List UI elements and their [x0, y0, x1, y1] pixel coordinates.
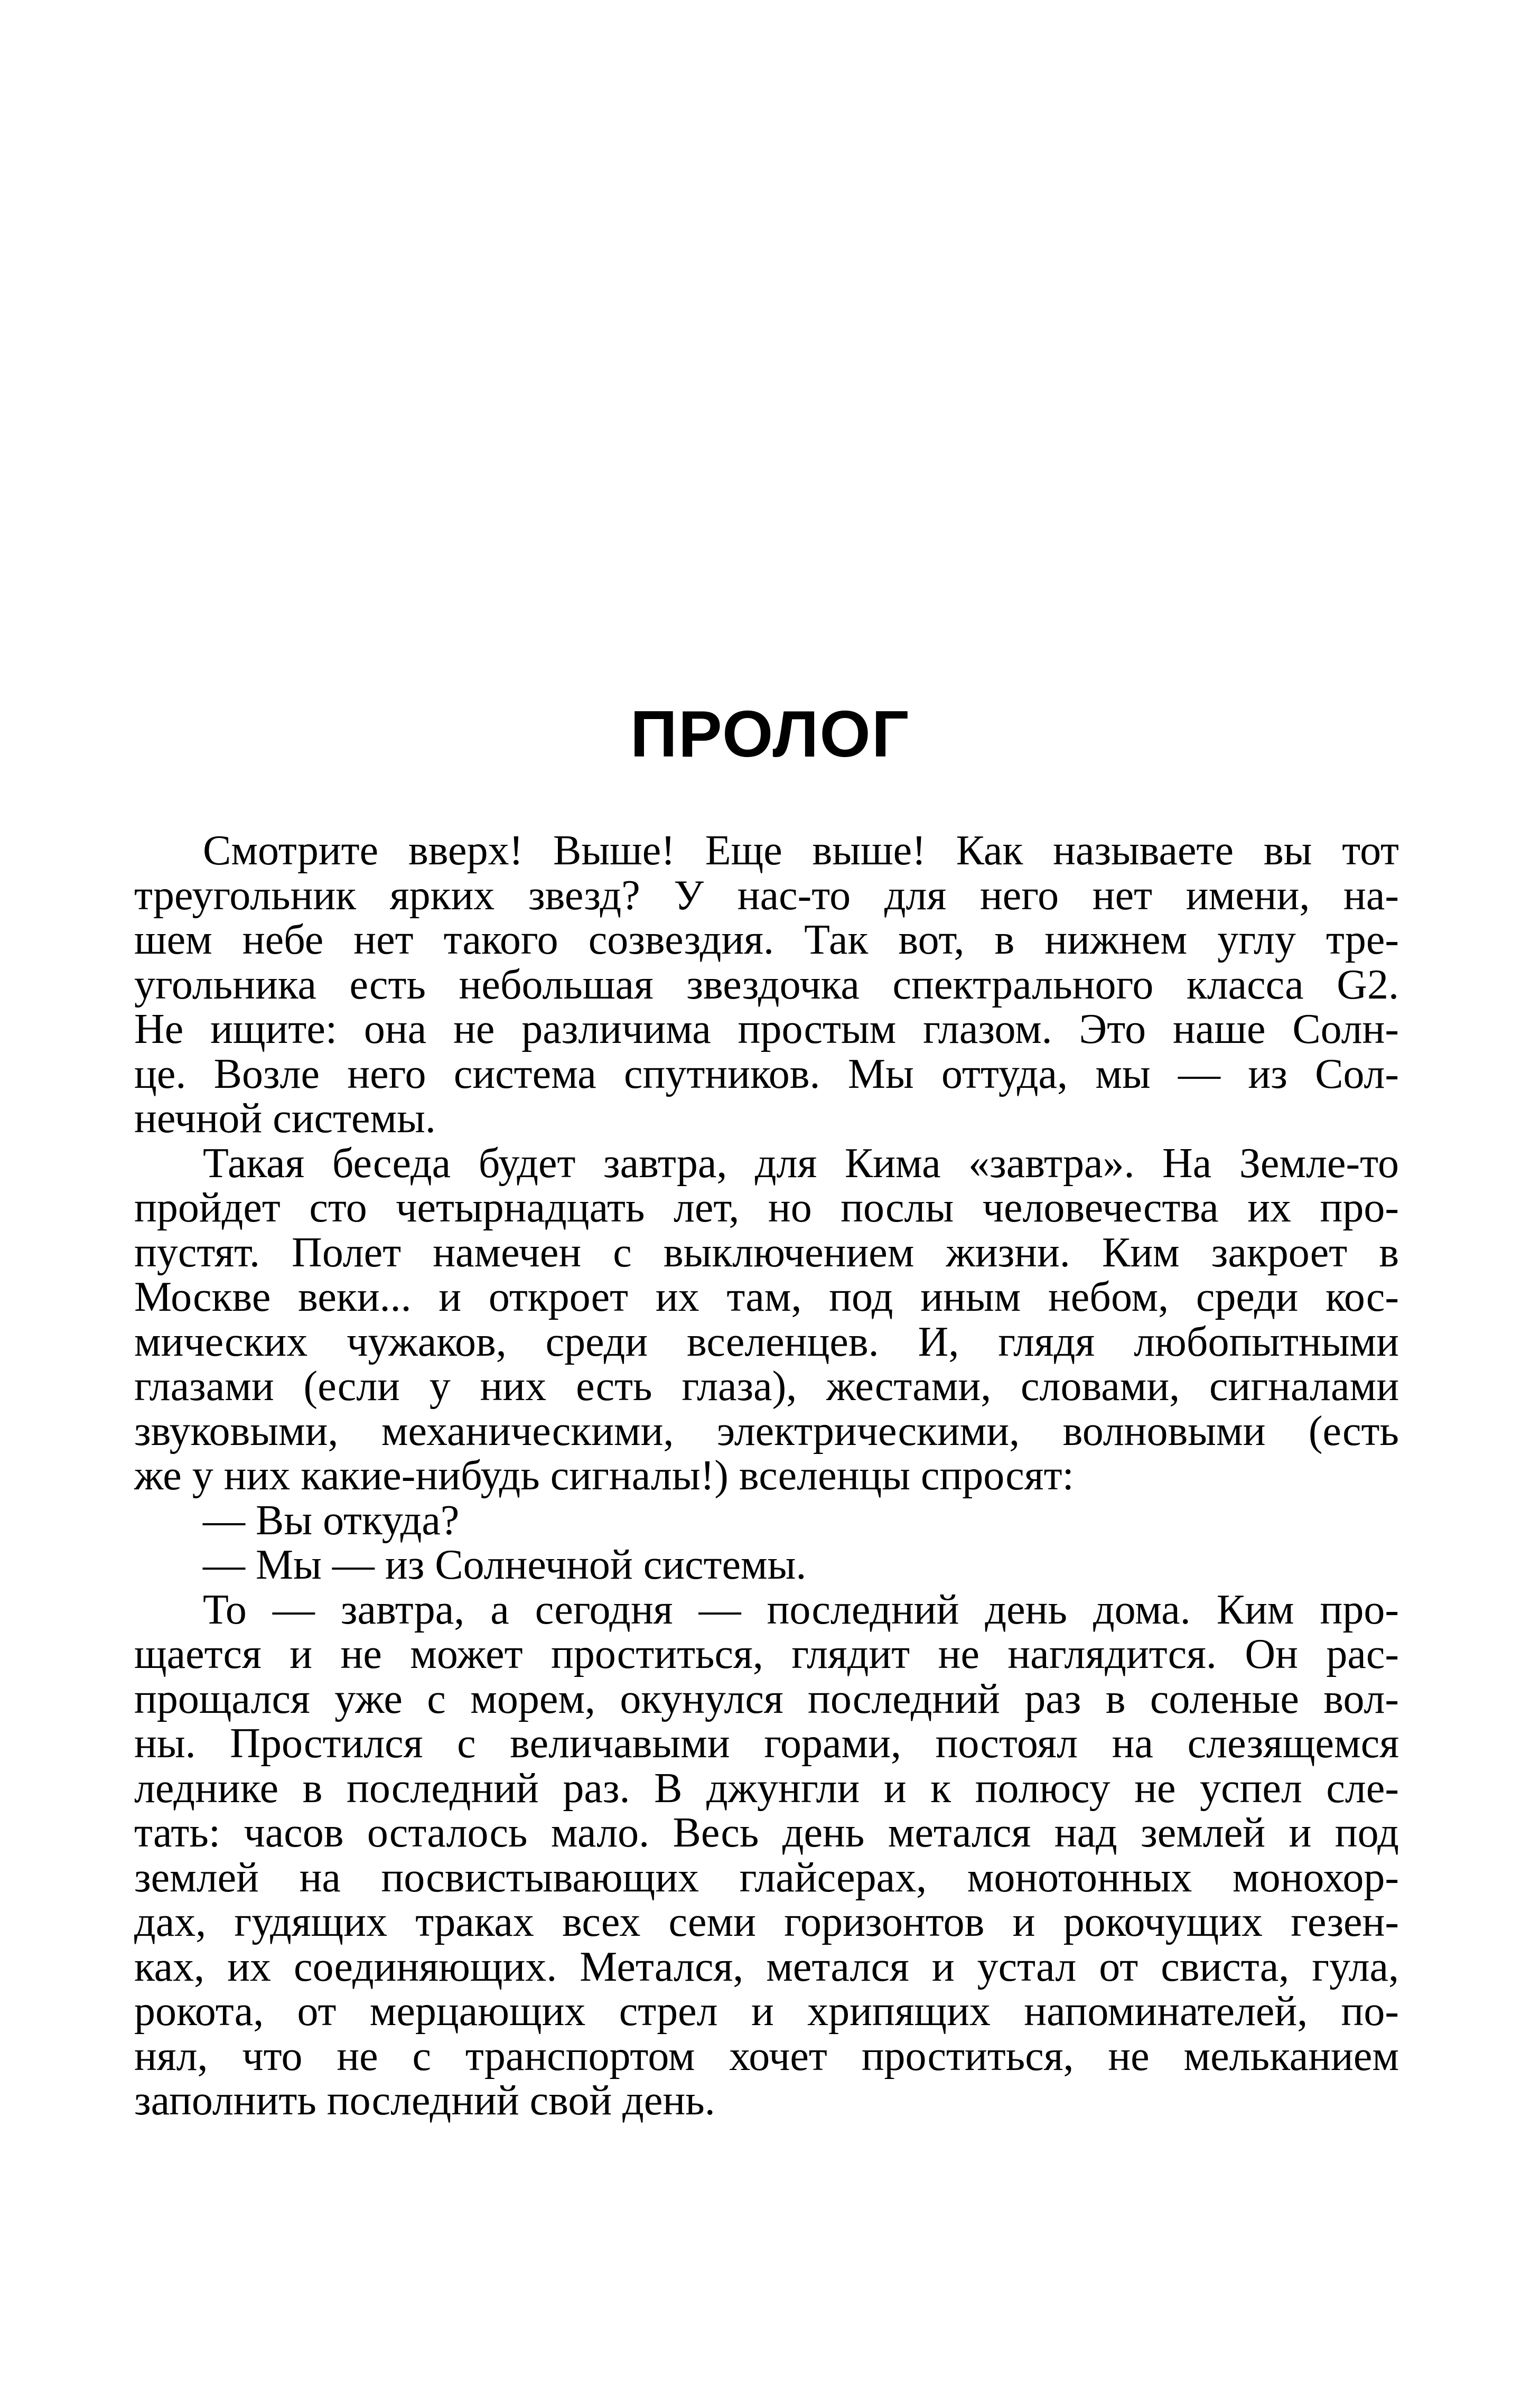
text-line: Москве веки... и откроет их там, под иным небом, среди кос-	[134, 1274, 1399, 1320]
text-line: дах, гудящих траках всех семи горизонтов и рокочущих гезен-	[134, 1899, 1399, 1945]
text-line: тать: часов осталось мало. Весь день метался над землей и под	[134, 1810, 1399, 1856]
text-line: угольника есть небольшая звездочка спектрального класса G2.	[134, 961, 1399, 1008]
text-line: леднике в последний раз. В джунгли и к полюсу не успел сле-	[134, 1765, 1399, 1812]
text-line: щается и не может проститься, глядит не наглядится. Он рас-	[134, 1631, 1399, 1677]
text-line: же у них какие-нибудь сигналы!) вселенцы спросят:	[134, 1452, 1074, 1499]
dialogue-line: — Вы откуда?	[203, 1497, 460, 1544]
text-line: Такая беседа будет завтра, для Кима «завтра». На Земле-то	[203, 1140, 1399, 1187]
dialogue-line: — Мы — из Солнечной системы.	[203, 1542, 807, 1588]
text-line: Смотрите вверх! Выше! Еще выше! Как называете вы тот	[203, 827, 1399, 874]
text-line: пройдет сто четырнадцать лет, но послы человечества их про-	[134, 1185, 1399, 1231]
text-line: ках, их соединяющих. Метался, метался и устал от свиста, гула,	[134, 1943, 1399, 1990]
text-line: ны. Простился с величавыми горами, постоял на слезящемся	[134, 1720, 1399, 1767]
text-line: рокота, от мерцающих стрел и хрипящих напоминателей, по-	[134, 1988, 1399, 2035]
text-line: це. Возле него система спутников. Мы оттуда, мы — из Сол-	[134, 1050, 1399, 1097]
text-line: прощался уже с морем, окунулся последний раз в соленые вол-	[134, 1675, 1399, 1722]
text-line: землей на посвистывающих глайсерах, монотонных монохор-	[134, 1854, 1399, 1901]
text-line: нечной системы.	[134, 1095, 436, 1142]
text-line: треугольник ярких звезд? У нас-то для него нет имени, на-	[134, 872, 1399, 919]
chapter-title: ПРОЛОГ	[630, 698, 910, 771]
text-line: глазами (если у них есть глаза), жестами, словами, сигналами	[134, 1363, 1399, 1410]
text-line: мических чужаков, среди вселенцев. И, глядя любопытными	[134, 1318, 1399, 1365]
text-line: нял, что не с транспортом хочет проститься, не мельканием	[134, 2032, 1399, 2080]
text-line: То — завтра, а сегодня — последний день дома. Ким про-	[203, 1586, 1399, 1633]
text-line: звуковыми, механическими, электрическими, волновыми (есть	[134, 1407, 1399, 1454]
text-line: пустят. Полет намечен с выключением жизни. Ким закроет в	[134, 1229, 1399, 1276]
text-line: Не ищите: она не различима простым глазом. Это наше Солн-	[134, 1006, 1399, 1052]
prologue-text	[134, 828, 1399, 2123]
text-line: заполнить последний свой день.	[134, 2077, 715, 2124]
text-line: шем небе нет такого созвездия. Так вот, в нижнем углу тре-	[134, 917, 1399, 963]
